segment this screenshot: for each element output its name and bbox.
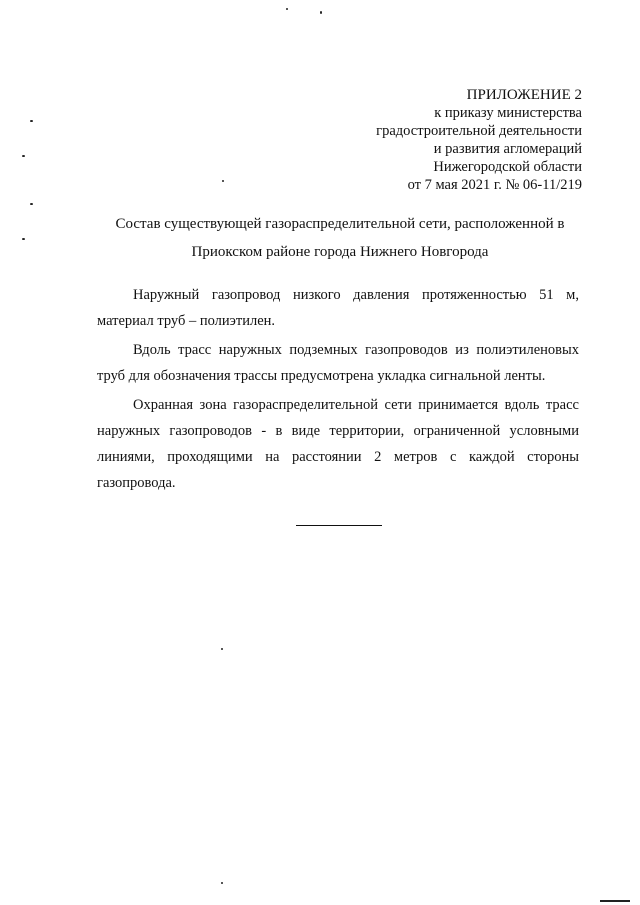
scan-speck — [22, 155, 25, 157]
scan-speck — [320, 11, 322, 14]
paragraph: Наружный газопровод низкого давления протяженностью 51 м, материал труб – полиэтилен. — [97, 287, 579, 329]
document-title — [100, 210, 580, 266]
appendix-line: к приказу министерства — [434, 105, 582, 121]
title-line: Состав существующей газораспределительной сети, расположенной в — [115, 216, 565, 232]
appendix-number: ПРИЛОЖЕНИЕ 2 — [466, 87, 582, 103]
scan-speck — [600, 900, 630, 902]
separator-line — [296, 525, 382, 526]
scan-speck — [286, 8, 288, 10]
paragraph: Охранная зона газораспределительной сети принимается вдоль трасс наружных газопроводов - в виде территории, ограниченной условными линиями, проходящими на расстоянии 2 метров с каждой стороны газопровода. — [97, 397, 579, 491]
appendix-line: градостроительной деятельности — [376, 123, 582, 139]
appendix-line: и развития агломераций — [433, 141, 582, 157]
scan-speck — [22, 238, 25, 240]
document-body — [97, 282, 579, 499]
appendix-line: Нижегородской области — [433, 159, 582, 175]
scan-speck — [222, 180, 224, 182]
scan-speck — [30, 120, 33, 122]
scan-speck — [221, 882, 223, 884]
appendix-date-number: от 7 мая 2021 г. № 06-11/219 — [407, 177, 582, 193]
paragraph: Вдоль трасс наружных подземных газопроводов из полиэтиленовых труб для обозначения трассы предусмотрена укладка сигнальной ленты. — [97, 342, 579, 384]
scan-speck — [221, 648, 223, 650]
appendix-header — [376, 86, 582, 194]
scan-speck — [30, 203, 33, 205]
title-line: Приокском районе города Нижнего Новгорода — [191, 244, 489, 260]
